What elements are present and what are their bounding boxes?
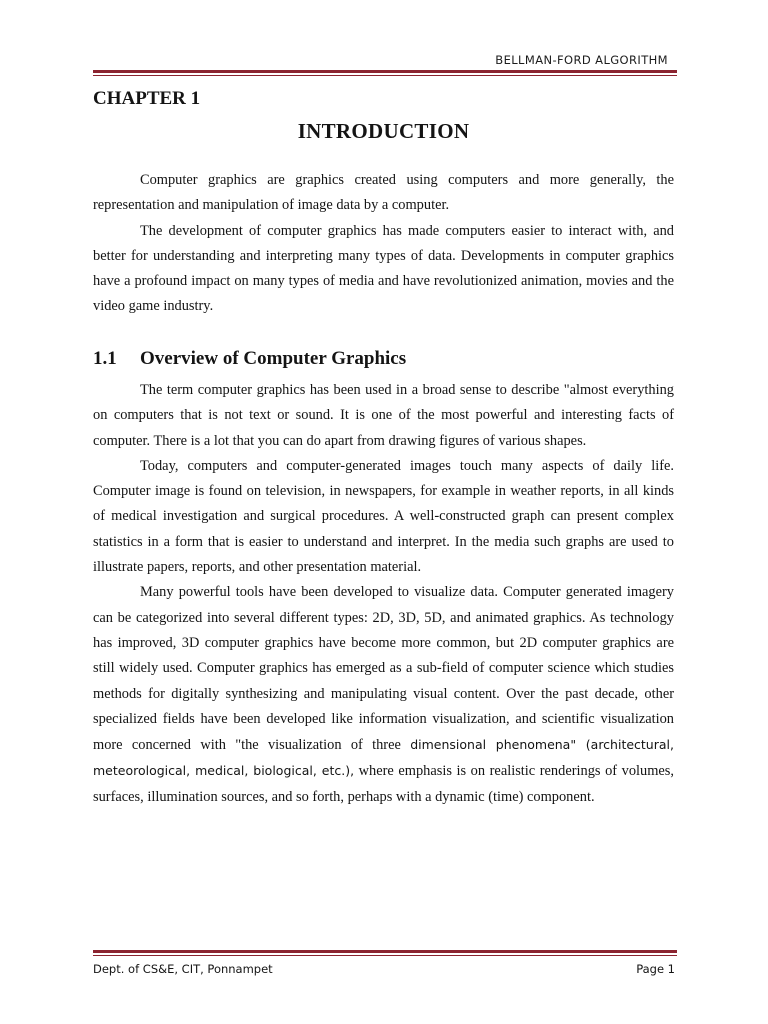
overview-paragraph-3-end: where emphasis is on realistic renderings of volumes, surfaces, illumination sources, and so forth, perhaps with a dynamic (time) component.	[93, 763, 674, 805]
overview-paragraph-3	[93, 580, 674, 810]
intro-text	[93, 168, 674, 320]
header-rule	[93, 70, 677, 76]
chapter-label: CHAPTER 1	[93, 88, 201, 109]
chapter-title: INTRODUCTION	[297, 119, 470, 143]
section-number: 1.1	[93, 348, 117, 369]
section-heading	[93, 348, 406, 370]
intro-paragraph-2: The development of computer graphics has made computers easier to interact with, and better for understanding and interpreting many types of data. Developments in computer graphics have a profound impact on many types of media and have revolutionized animation, movies and the video game industry.	[93, 222, 674, 315]
section-title: Overview of Computer Graphics	[140, 348, 407, 369]
footer-rule	[93, 950, 677, 956]
overview-paragraph-3-start: Many powerful tools have been developed to visualize data. Computer generated imagery can be categorized into several different types: 2D, 3D, 5D, and animated graphics. As technology has improved, 3D computer graphics have become more common, but 2D computer graphics are still widely used. Computer graphics has emerged as a sub-field of computer science which studies methods for digitally synthesizing and manipulating visual content. Over the past decade, other specialized fields have been developed like information visualization, and scientific visualization more concerned with "the visualization of three	[93, 584, 674, 754]
overview-paragraph-2: Today, computers and computer-generated images touch many aspects of daily life. Computer image is found on television, in newspapers, for example in weather reports, in all kinds of medical investigation and surgical procedures. A well-constructed graph can present complex statistics in a form that is easier to understand and interpret. In the media such graphs are used to illustrate papers, reports, and other presentation material.	[93, 457, 674, 576]
overview-paragraph-1: The term computer graphics has been used in a broad sense to describe "almost everything on computers that is not text or sound. It is one of the most powerful and interesting facts of computer. There is a lot that you can do apart from drawing figures of various shapes.	[93, 382, 674, 449]
intro-paragraph-1: Computer graphics are graphics created using computers and more generally, the representation and manipulation of image data by a computer.	[93, 172, 674, 214]
footer-department: Dept. of CS&E, CIT, Ponnampet	[93, 962, 273, 976]
running-header: BELLMAN-FORD ALGORITHM	[495, 53, 668, 67]
overview-paragraph-3-sans-run: dimensional phenomena" (architectural, meteorological, medical, biological, etc.),	[93, 737, 674, 779]
footer-page-number: Page 1	[636, 962, 675, 976]
overview-text	[93, 378, 674, 810]
